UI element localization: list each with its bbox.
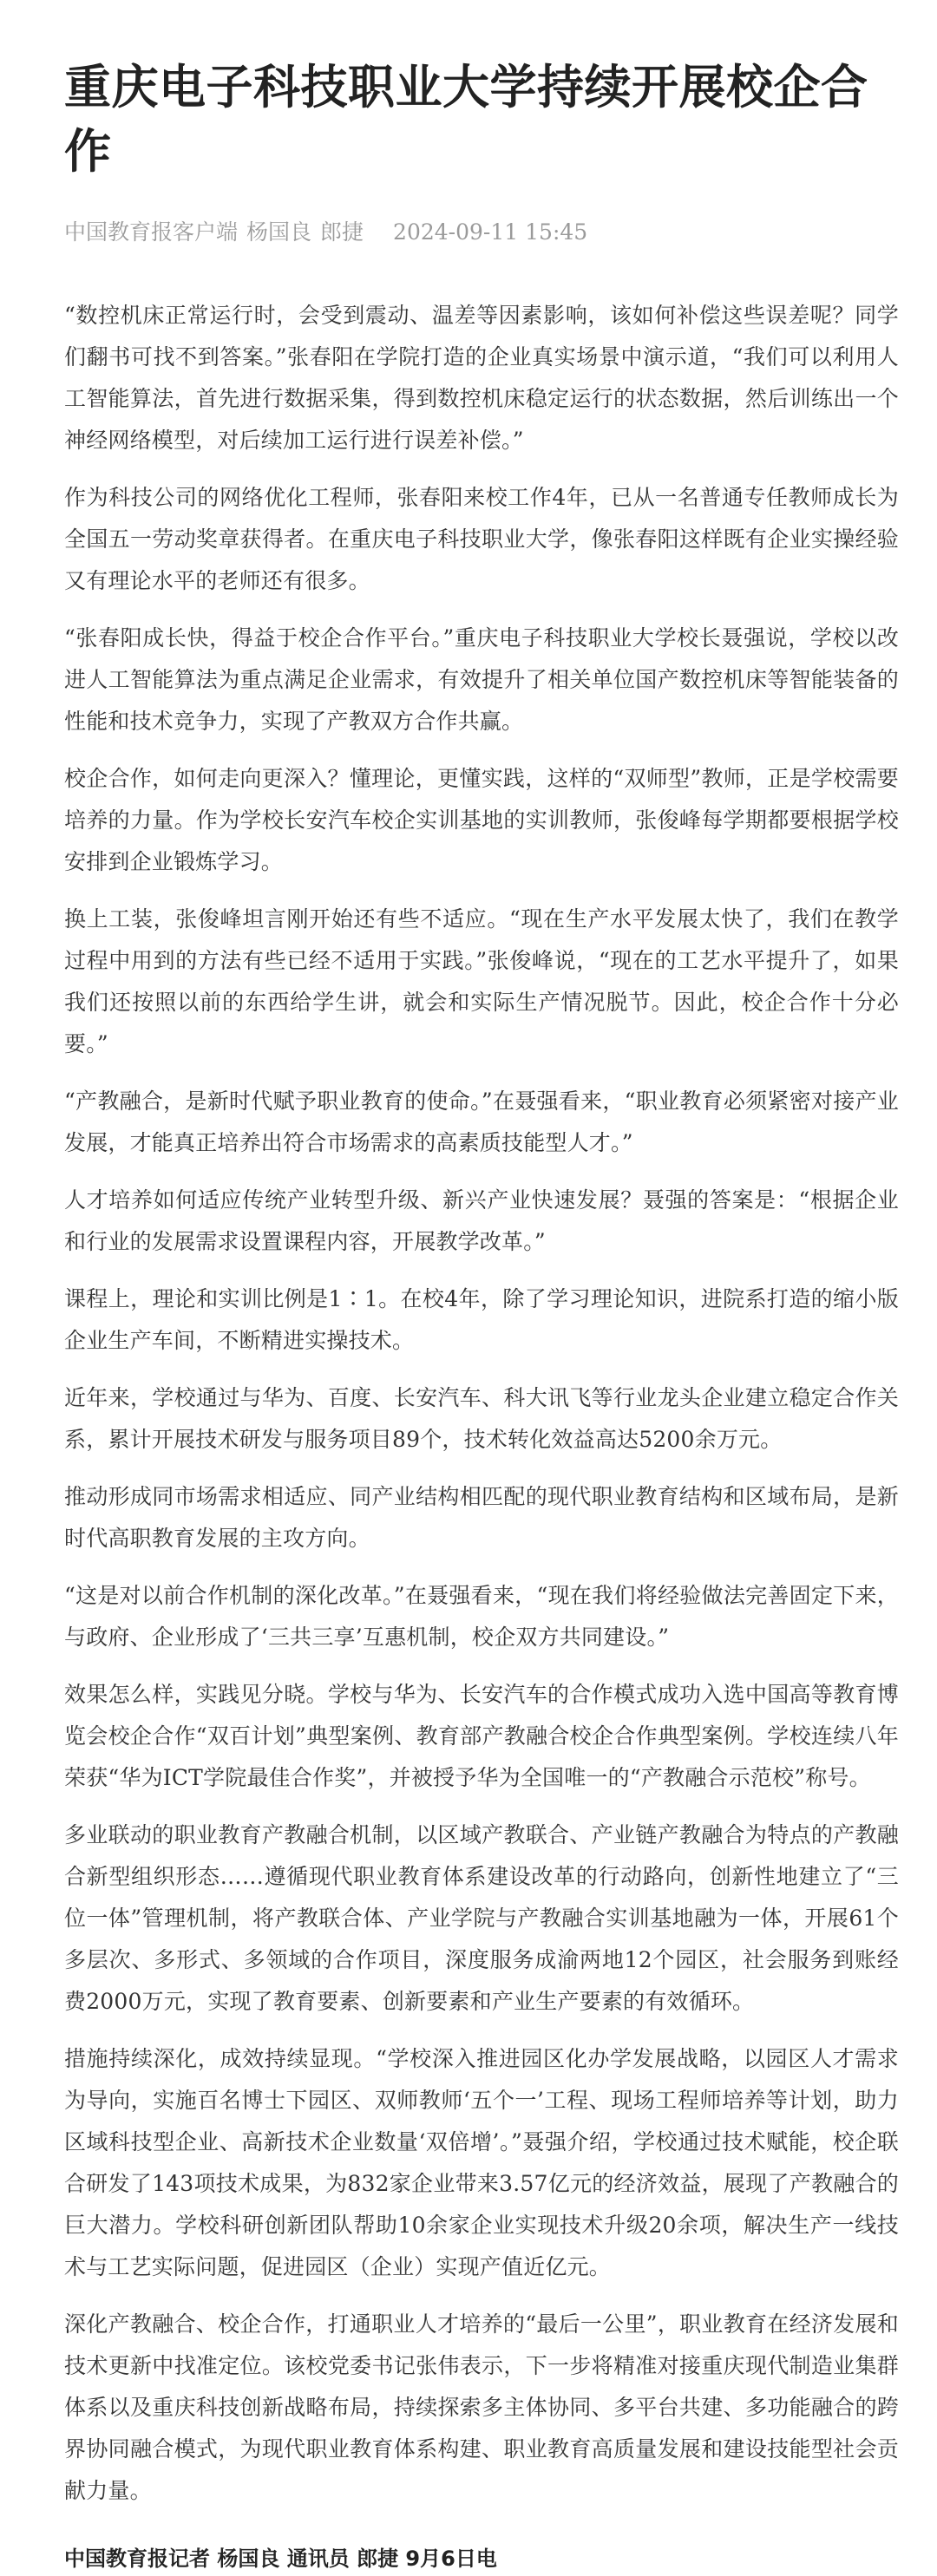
paragraph: 作为科技公司的网络优化工程师，张春阳来校工作4年，已从一名普通专任教师成长为全国五一劳动奖章获得者。在重庆电子科技职业大学，像张春阳这样既有企业实操经验又有理论水平的老师还有很多。	[64, 485, 899, 593]
paragraph: 推动形成同市场需求相适应、同产业结构相匹配的现代职业教育结构和区域布局，是新时代高职教育发展的主攻方向。	[64, 1484, 899, 1551]
paragraph: 课程上，理论和实训比例是1∶1。在校4年，除了学习理论知识，进院系打造的缩小版企业生产车间，不断精进实操技术。	[64, 1286, 899, 1353]
paragraph: “数控机床正常运行时，会受到震动、温差等因素影响，该如何补偿这些误差呢？同学们翻书可找不到答案。”张春阳在学院打造的企业真实场景中演示道，“我们可以利用人工智能算法，首先进行数据采集，得到数控机床稳定运行的状态数据，然后训练出一个神经网络模型，对后续加工运行进行误差补偿。”	[64, 303, 899, 453]
paragraph: 深化产教融合、校企合作，打通职业人才培养的“最后一公里”，职业教育在经济发展和技术更新中找准定位。该校党委书记张伟表示，下一步将精准对接重庆现代制造业集群体系以及重庆科技创新战略布局，持续探索多主体协同、多平台共建、多功能融合的跨界协同融合模式，为现代职业教育体系构建、职业教育高质量发展和建设技能型社会贡献力量。	[64, 2311, 899, 2503]
article-author-2: 郎捷	[320, 219, 364, 245]
paragraph: 近年来，学校通过与华为、百度、长安汽车、科大讯飞等行业龙头企业建立稳定合作关系，累计开展技术研发与服务项目89个，技术转化效益高达5200余万元。	[64, 1385, 899, 1452]
paragraph: “这是对以前合作机制的深化改革。”在聂强看来，“现在我们将经验做法完善固定下来，与政府、企业形成了‘三共三享’互惠机制，校企双方共同建设。”	[64, 1583, 899, 1650]
paragraph: “张春阳成长快，得益于校企合作平台。”重庆电子科技职业大学校长聂强说，学校以改进人工智能算法为重点满足企业需求，有效提升了相关单位国产数控机床等智能装备的性能和技术竞争力，实现了产教双方合作共赢。	[64, 625, 899, 734]
article-title: 重庆电子科技职业大学持续开展校企合作	[64, 60, 868, 179]
paragraph: “产教融合，是新时代赋予职业教育的使命。”在聂强看来，“职业教育必须紧密对接产业发展，才能真正培养出符合市场需求的高素质技能型人才。”	[64, 1089, 899, 1155]
paragraph: 多业联动的职业教育产教融合机制，以区域产教联合、产业链产教融合为特点的产教融合新型组织形态……遵循现代职业教育体系建设改革的行动路向，创新性地建立了“三位一体”管理机制，将产教联合体、产业学院与产教融合实训基地融为一体，开展61个多层次、多形式、多领域的合作项目，深度服务成渝两地12个园区，社会服务到账经费2000万元，实现了教育要素、创新要素和产业生产要素的有效循环。	[64, 1822, 899, 2014]
paragraph: 校企合作，如何走向更深入？懂理论，更懂实践，这样的“双师型”教师，正是学校需要培养的力量。作为学校长安汽车校企实训基地的实训教师，张俊峰每学期都要根据学校安排到企业锻炼学习。	[64, 766, 899, 874]
paragraph: 措施持续深化，成效持续显现。“学校深入推进园区化办学发展战略，以园区人才需求为导向，实施百名博士下园区、双师教师‘五个一’工程、现场工程师培养等计划，助力区域科技型企业、高新技术企业数量‘双倍增’。”聂强介绍，学校通过技术赋能，校企联合研发了143项技术成果，为832家企业带来3.57亿元的经济效益，展现了产教融合的巨大潜力。学校科研创新团队帮助10余家企业实现技术升级20余项，解决生产一线技术与工艺实际问题，促进园区（企业）实现产值近亿元。	[64, 2046, 899, 2279]
paragraph: 换上工装，张俊峰坦言刚开始还有些不适应。“现在生产水平发展太快了，我们在教学过程中用到的方法有些已经不适用于实践。”张俊峰说，“现在的工艺水平提升了，如果我们还按照以前的东西给学生讲，就会和实际生产情况脱节。因此，校企合作十分必要。”	[64, 906, 899, 1056]
article-author-1: 杨国良	[246, 219, 312, 245]
article-page	[64, 0, 899, 2576]
article-meta	[64, 217, 899, 248]
article-source: 中国教育报客户端	[64, 219, 239, 245]
paragraph: 效果怎么样，实践见分晓。学校与华为、长安汽车的合作模式成功入选中国高等教育博览会校企合作“双百计划”典型案例、教育部产教融合校企合作典型案例。学校连续八年荣获“华为ICT学院最佳合作奖”，并被授予华为全国唯一的“产教融合示范校”称号。	[64, 1682, 899, 1790]
article-byline: 中国教育报记者 杨国良 通讯员 郎捷 9月6日电	[64, 2547, 497, 2571]
article-datetime: 2024-09-11 15:45	[393, 219, 588, 245]
article-body	[64, 295, 899, 2512]
paragraph: 人才培养如何适应传统产业转型升级、新兴产业快速发展？聂强的答案是：“根据企业和行业的发展需求设置课程内容，开展教学改革。”	[64, 1187, 899, 1254]
